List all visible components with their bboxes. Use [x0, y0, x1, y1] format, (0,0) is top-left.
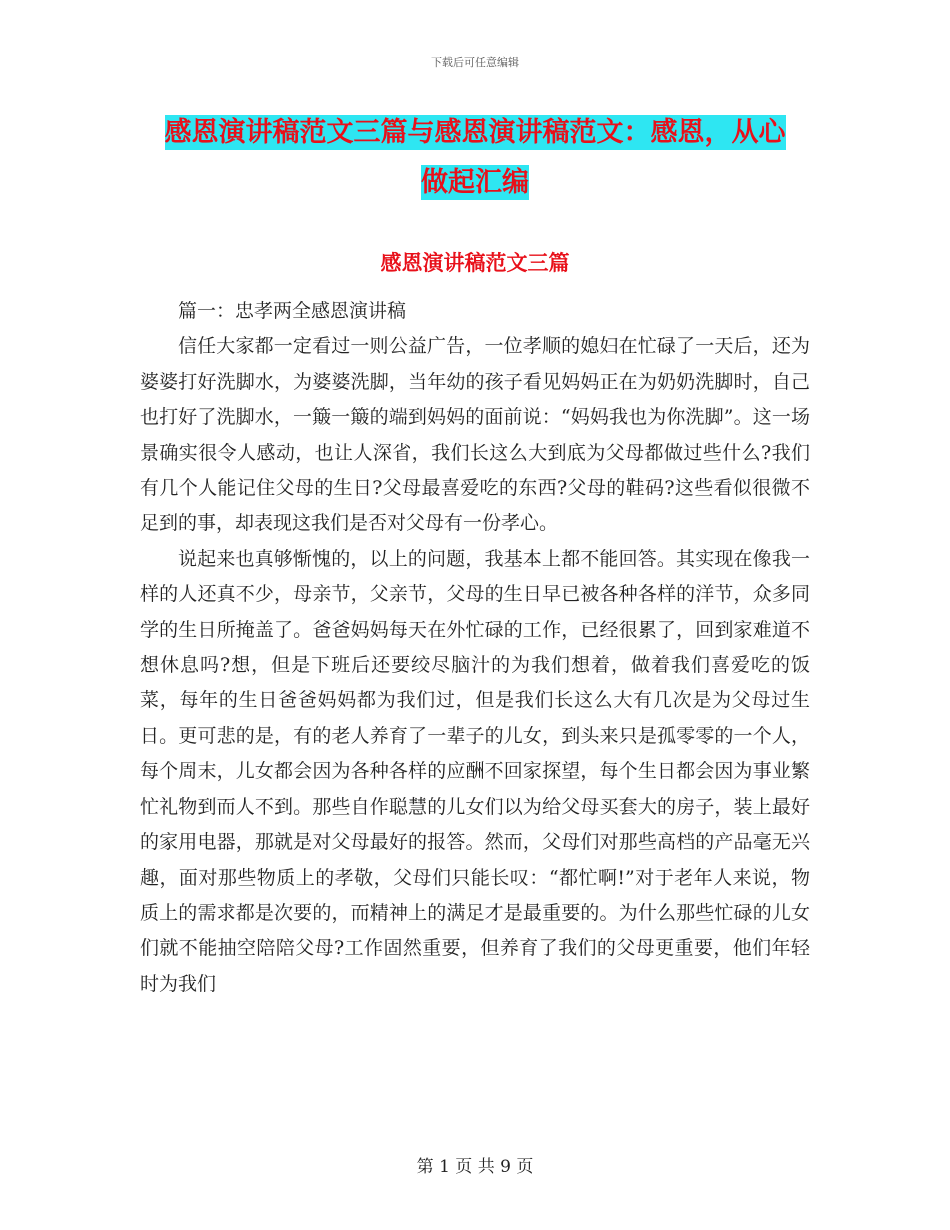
title-line-1: 感恩演讲稿范文三篇与感恩演讲稿范文：感恩，从心	[164, 117, 786, 148]
header-note: 下载后可任意编辑	[431, 56, 519, 69]
title-line-2: 做起汇编	[421, 167, 529, 198]
body-text	[140, 294, 810, 1002]
page-footer: 第 1 页 共 9 页	[416, 1157, 534, 1177]
paragraph: 说起来也真够惭愧的，以上的问题，我基本上都不能回答。其实现在像我一样的人还真不少，母亲节，父亲节，父母的生日早已被各种各样的洋节，众多同学的生日所掩盖了。爸爸妈妈每天在外忙碌的工作，已经很累了，回到家难道不想休息吗?想，但是下班后还要绞尽脑汁的为我们想着，做着我们喜爱吃的饭菜，每年的生日爸爸妈妈都为我们过，但是我们长这么大有几次是为父母过生日。更可悲的是，有的老人养育了一辈子的儿女，到头来只是孤零零的一个人，每个周末，儿女都会因为各种各样的应酬不回家探望，每个生日都会因为事业繁忙礼物到而人不到。那些自作聪慧的儿女们以为给父母买套大的房子，装上最好的家用电器，那就是对父母最好的报答。然而，父母们对那些高档的产品毫无兴趣，面对那些物质上的孝敬，父母们只能长叹：“都忙啊!”对于老年人来说，物质上的需求都是次要的，而精神上的满足才是最重要的。为什么那些忙碌的儿女们就不能抽空陪陪父母?工作固然重要，但养育了我们的父母更重要，他们年轻时为我们	[140, 547, 810, 995]
section-title: 感恩演讲稿范文三篇	[380, 251, 570, 275]
paragraph-subheading: 篇一：忠孝两全感恩演讲稿	[178, 300, 407, 322]
paragraph: 信任大家都一定看过一则公益广告，一位孝顺的媳妇在忙碌了一天后，还为婆婆打好洗脚水，为婆婆洗脚，当年幼的孩子看见妈妈正在为奶奶洗脚时，自己也打好了洗脚水，一簸一簸的端到妈妈的面前说：“妈妈我也为你洗脚”。这一场景确实很令人感动，也让人深省，我们长这么大到底为父母都做过些什么?我们有几个人能记住父母的生日?父母最喜爱吃的东西?父母的鞋码?这些看似很微不足到的事，却表现这我们是否对父母有一份孝心。	[140, 335, 810, 535]
document-title	[140, 108, 810, 208]
